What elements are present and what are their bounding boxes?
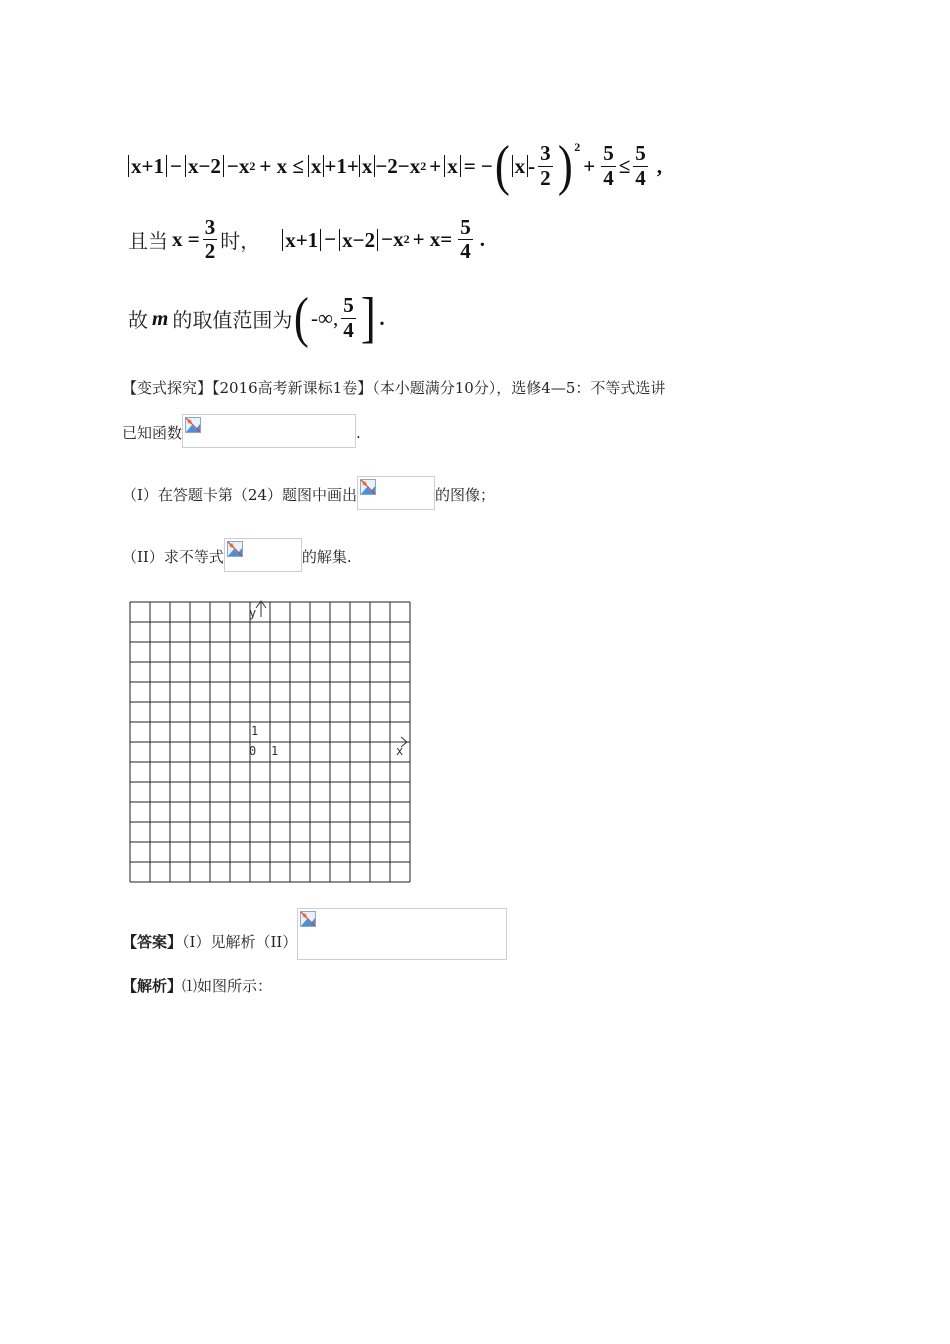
part2-prefix: （II）求不等式 (122, 548, 224, 566)
exponent: 2 (249, 158, 256, 173)
x-axis-label: x (396, 744, 404, 758)
exponent: 2 (574, 140, 581, 154)
equation-line-2 (128, 216, 485, 263)
abs-expression: x−2 (185, 155, 224, 177)
abs-expression: x+1 (128, 155, 167, 177)
broken-image-icon (300, 911, 316, 927)
left-paren: ( (294, 287, 310, 349)
analysis-label: 【解析】 (122, 977, 183, 995)
fraction: $\frac{3}{2}$ (204, 215, 216, 264)
part2-suffix: 的解集. (301, 548, 352, 566)
term: −x (381, 227, 404, 252)
term: + x= (412, 227, 453, 252)
problem-header: 【变式探究】【2016高考新课标1卷】（本小题满分10分），选修4—5：不等式选讲 (122, 379, 666, 397)
answer-text: （I）见解析（II） (182, 933, 298, 951)
term: + (583, 153, 596, 178)
text: 的取值范围为 (172, 307, 293, 332)
fraction: $\frac{5}{4}$ (635, 141, 646, 190)
left-paren: ( (494, 135, 510, 197)
broken-image-placeholder (357, 476, 435, 510)
abs-expression: x (308, 155, 325, 177)
term: +1+ (324, 153, 359, 178)
operator: − (169, 153, 182, 178)
y-unit-label: 1 (251, 724, 259, 738)
term: x = (172, 227, 200, 252)
term: −2−x (375, 153, 421, 178)
broken-image-placeholder (182, 414, 356, 448)
given-prefix: 已知函数 (122, 424, 183, 442)
term: + (429, 153, 442, 178)
fraction: $\frac{3}{2}$ (540, 141, 551, 190)
fraction: $\frac{5}{4}$ (343, 293, 354, 342)
answer-label: 【答案】 (122, 933, 183, 951)
part2-line (122, 544, 352, 572)
abs-expression: x (512, 155, 529, 177)
right-paren: ) (557, 135, 573, 197)
x-unit-label: 1 (271, 744, 279, 758)
fraction: $\frac{5}{4}$ (603, 141, 614, 190)
abs-expression: x+1 (282, 229, 321, 251)
given-line (122, 420, 361, 448)
term: −x (226, 153, 250, 178)
given-suffix: . (356, 424, 361, 442)
analysis-text: ⑴如图所示： (182, 977, 273, 995)
fraction: $\frac{5}{4}$ (460, 215, 471, 264)
term: , (656, 153, 662, 178)
part1-prefix: （I）在答题卡第（24）题图中画出 (122, 486, 358, 504)
origin-label: 0 (249, 744, 257, 758)
exponent: 2 (403, 232, 410, 247)
exponent: 2 (420, 158, 427, 173)
term: . (479, 227, 486, 252)
part1-suffix: 的图像； (435, 486, 496, 504)
equation-line-1 (128, 135, 662, 197)
grid-lines (130, 602, 410, 882)
abs-expression: x−2 (339, 229, 378, 251)
broken-image-placeholder (297, 908, 507, 960)
broken-image-placeholder (224, 538, 302, 572)
y-axis-label: y (249, 606, 257, 620)
term: ≤ (618, 153, 631, 178)
broken-image-icon (360, 479, 376, 495)
text: 且当 (128, 229, 168, 254)
variable: m (152, 305, 169, 330)
broken-image-icon (227, 541, 243, 557)
term: -∞, (311, 305, 339, 330)
answer-line (122, 926, 507, 960)
part1-line (122, 482, 495, 510)
coordinate-grid (125, 597, 415, 887)
text: 故 (128, 307, 148, 332)
y-axis-arrow (256, 601, 266, 617)
right-bracket: ] (360, 287, 376, 349)
text: 时， (220, 229, 261, 254)
term: - (528, 153, 536, 178)
term: . (379, 305, 385, 330)
equation-line-3 (128, 287, 385, 349)
term: + x ≤ (259, 153, 304, 178)
abs-expression: x (444, 155, 461, 177)
term: = − (463, 153, 493, 178)
analysis-line (122, 976, 272, 996)
operator: − (324, 227, 337, 252)
abs-expression: x (359, 155, 376, 177)
broken-image-icon (185, 417, 201, 433)
